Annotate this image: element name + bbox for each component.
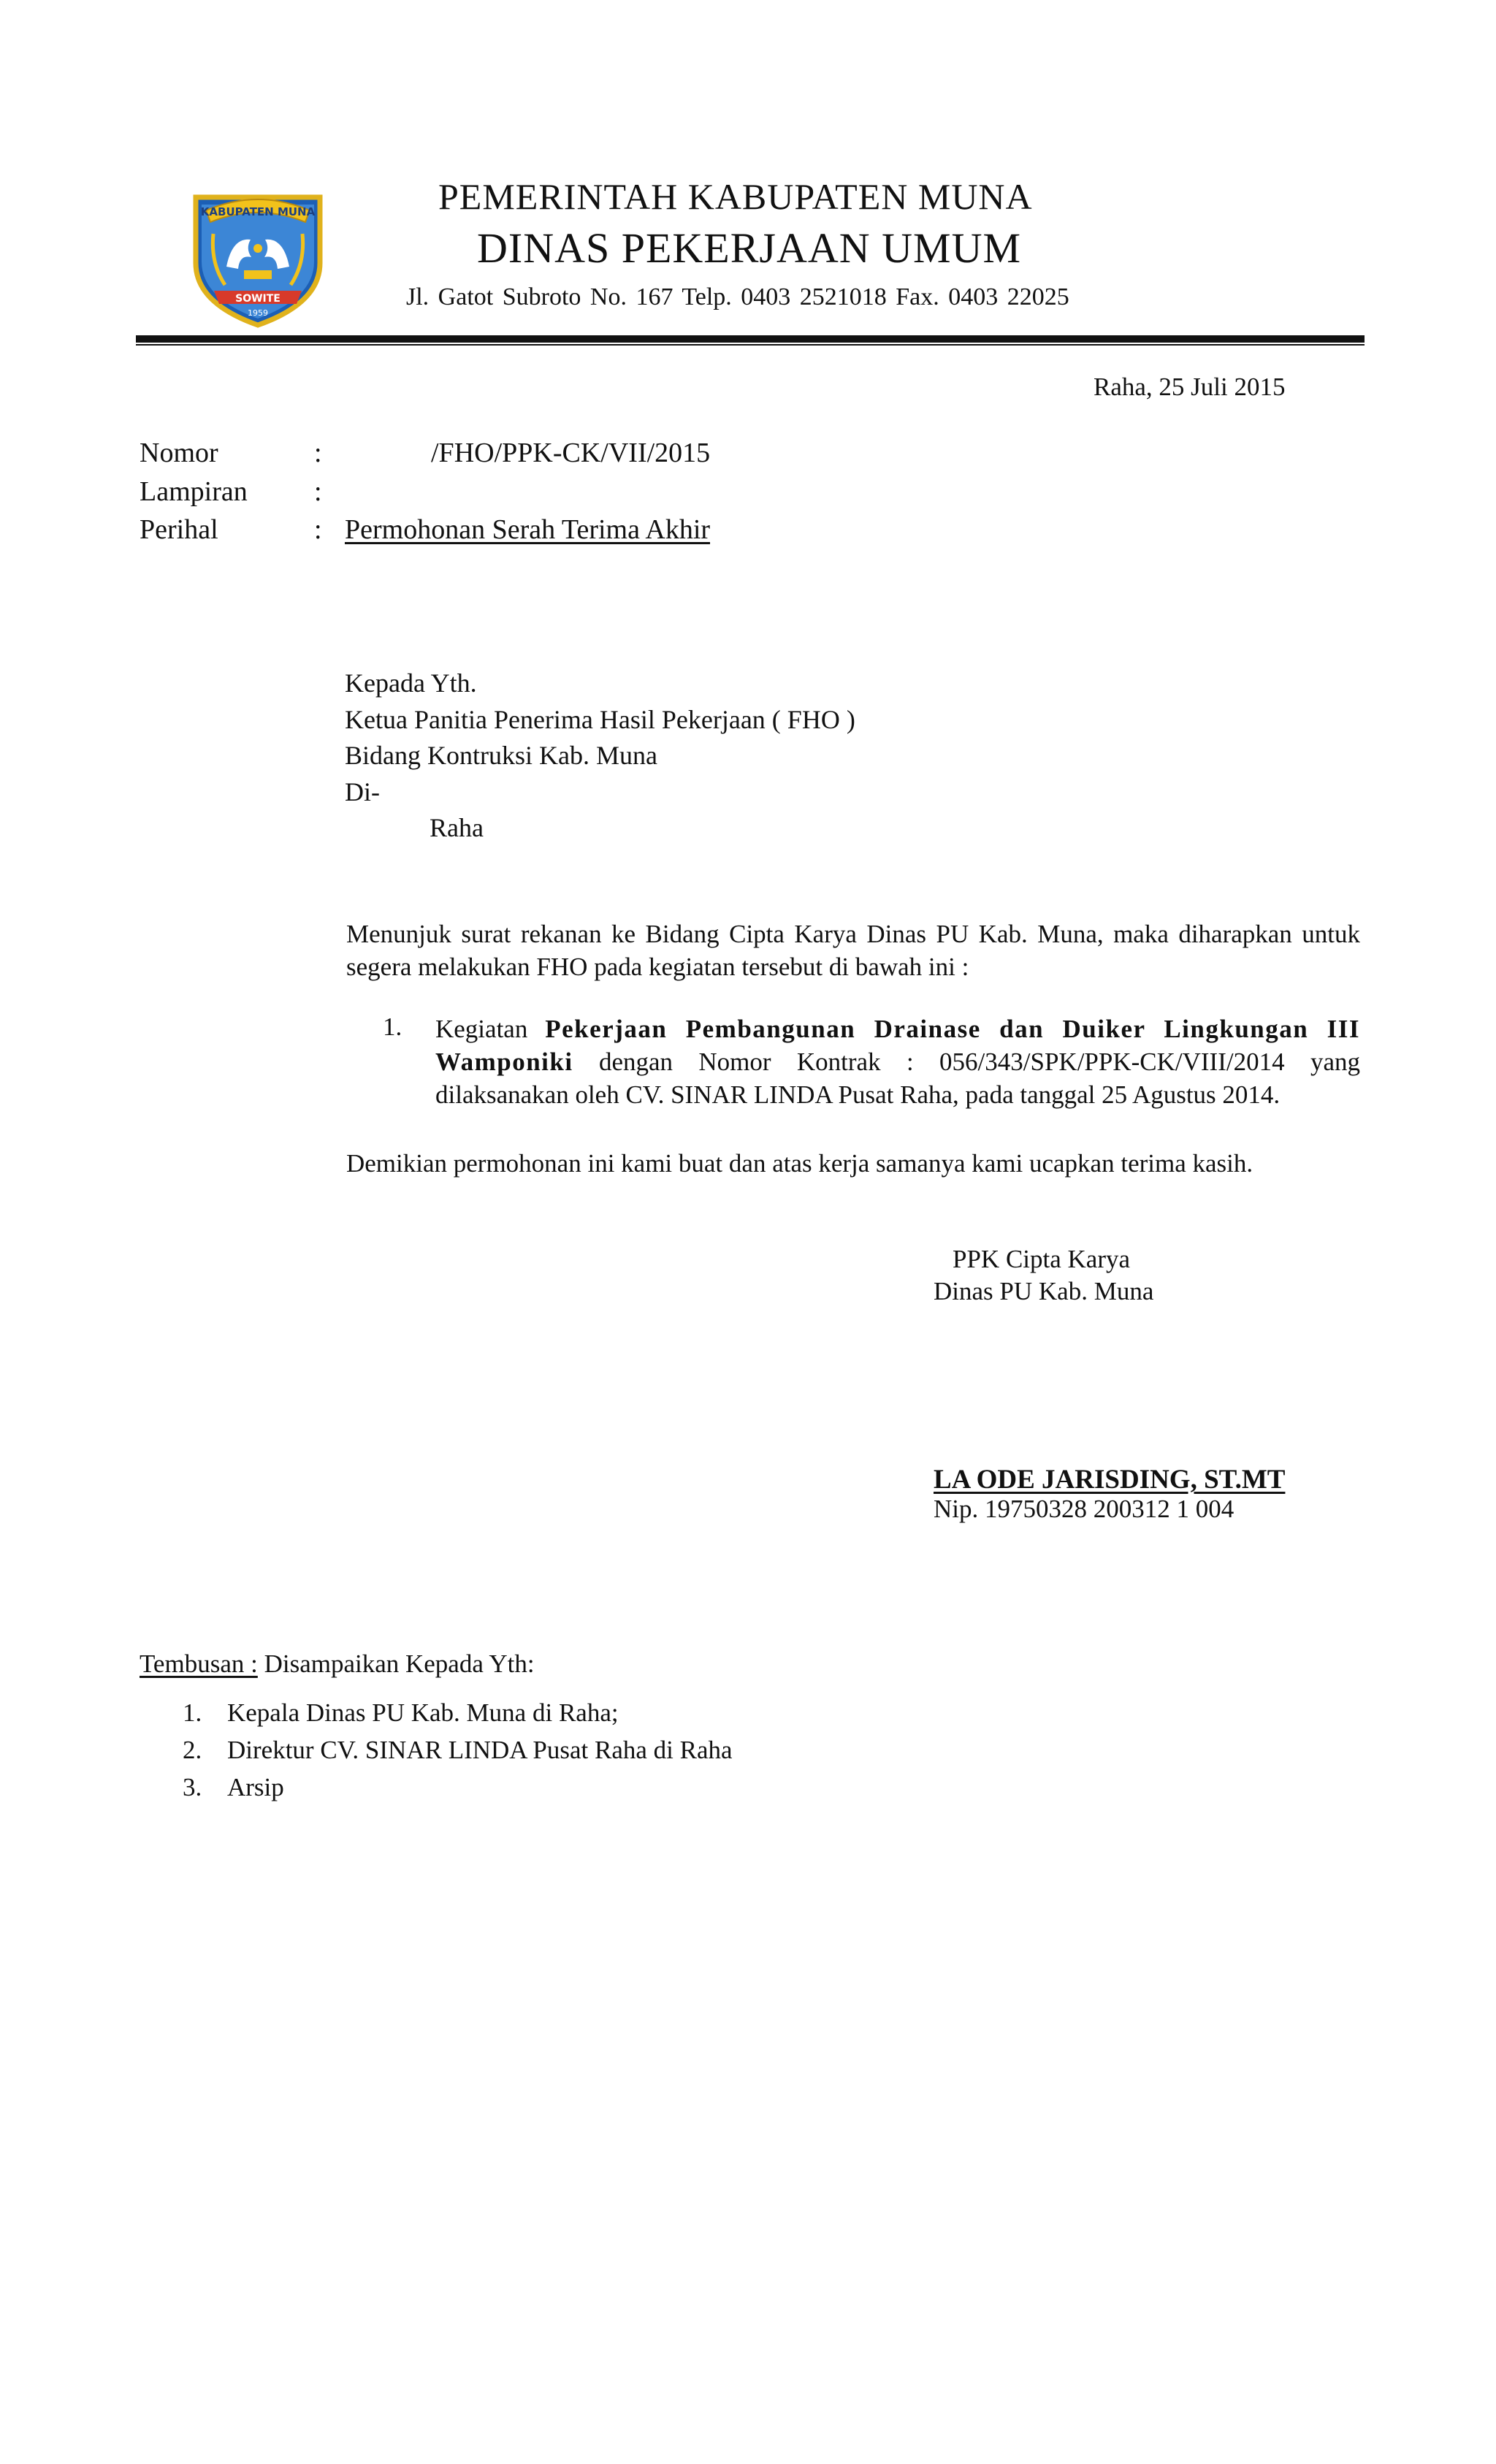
- tembusan-label: Tembusan :: [140, 1649, 258, 1678]
- perihal-colon: :: [314, 514, 322, 545]
- logo-banner-text: KABUPATEN MUNA: [200, 205, 316, 218]
- item-text: [435, 1012, 1360, 1111]
- cc-item-number: 3.: [183, 1773, 202, 1801]
- signatory-title: PPK Cipta Karya: [953, 1245, 1131, 1273]
- cc-item-number: 1.: [183, 1698, 202, 1727]
- kabupaten-muna-logo: [181, 175, 335, 329]
- perihal-value: Permohonan Serah Terima Akhir: [345, 514, 711, 545]
- nomor-value: /FHO/PPK-CK/VII/2015: [431, 438, 711, 468]
- letterhead-government: PEMERINTAH KABUPATEN MUNA: [438, 176, 1033, 217]
- cc-item-text: Kepala Dinas PU Kab. Muna di Raha;: [227, 1698, 619, 1727]
- logo-year-text: 1959: [248, 308, 268, 318]
- body-closing: Demikian permohonan ini kami buat dan atas kerja samanya kami ucapkan terima kasih.: [346, 1149, 1253, 1178]
- logo-motto-text: SOWITE: [235, 293, 280, 305]
- letterhead-divider: [136, 335, 1365, 343]
- item-activity-name: Pekerjaan Pembangunan Drainase dan Duiker Lingkungan III Wamponiki: [435, 1015, 1360, 1076]
- perihal-label: Perihal: [140, 514, 218, 545]
- letter-date: Raha, 25 Juli 2015: [1094, 373, 1286, 401]
- letterhead-agency: DINAS PEKERJAAN UMUM: [477, 224, 1022, 272]
- recipient-city: Raha: [430, 813, 484, 842]
- tembusan-text: Disampaikan Kepada Yth:: [257, 1649, 535, 1678]
- signatory-office: Dinas PU Kab. Muna: [934, 1277, 1154, 1305]
- letterhead-address: Jl. Gatot Subroto No. 167 Telp. 0403 2521018 Fax. 0403 22025: [406, 283, 1069, 310]
- item-contract: dengan Nomor Kontrak : 056/343/SPK/PPK-CK/VIII/2014 yang dilaksanakan oleh CV. SINAR LINDA Pusat Raha, pada tanggal 25 Agustus 2014.: [435, 1048, 1360, 1109]
- cc-item-text: Arsip: [227, 1773, 284, 1801]
- lampiran-label: Lampiran: [140, 476, 248, 507]
- signatory-name: LA ODE JARISDING, ST.MT: [934, 1465, 1286, 1495]
- recipient-division: Bidang Kontruksi Kab. Muna: [345, 741, 657, 770]
- recipient-di: Di-: [345, 777, 380, 806]
- recipient-name: Ketua Panitia Penerima Hasil Pekerjaan ( FHO ): [345, 705, 855, 734]
- recipient-salutation: Kepada Yth.: [345, 668, 477, 698]
- item-prefix: Kegiatan: [435, 1015, 546, 1043]
- tembusan-heading: [140, 1649, 535, 1679]
- body-intro: Menunjuk surat rekanan ke Bidang Cipta Karya Dinas PU Kab. Muna, maka diharapkan untuk segera melakukan FHO pada kegiatan tersebut di bawah ini :: [346, 920, 1360, 981]
- cc-item-number: 2.: [183, 1736, 202, 1764]
- nomor-colon: :: [314, 438, 322, 468]
- lampiran-colon: :: [314, 476, 322, 507]
- cc-item-text: Direktur CV. SINAR LINDA Pusat Raha di Raha: [227, 1736, 733, 1764]
- letterhead-divider-thin: [136, 344, 1365, 346]
- nomor-label: Nomor: [140, 438, 218, 468]
- signatory-nip: Nip. 19750328 200312 1 004: [934, 1495, 1234, 1523]
- item-number: 1.: [383, 1012, 402, 1041]
